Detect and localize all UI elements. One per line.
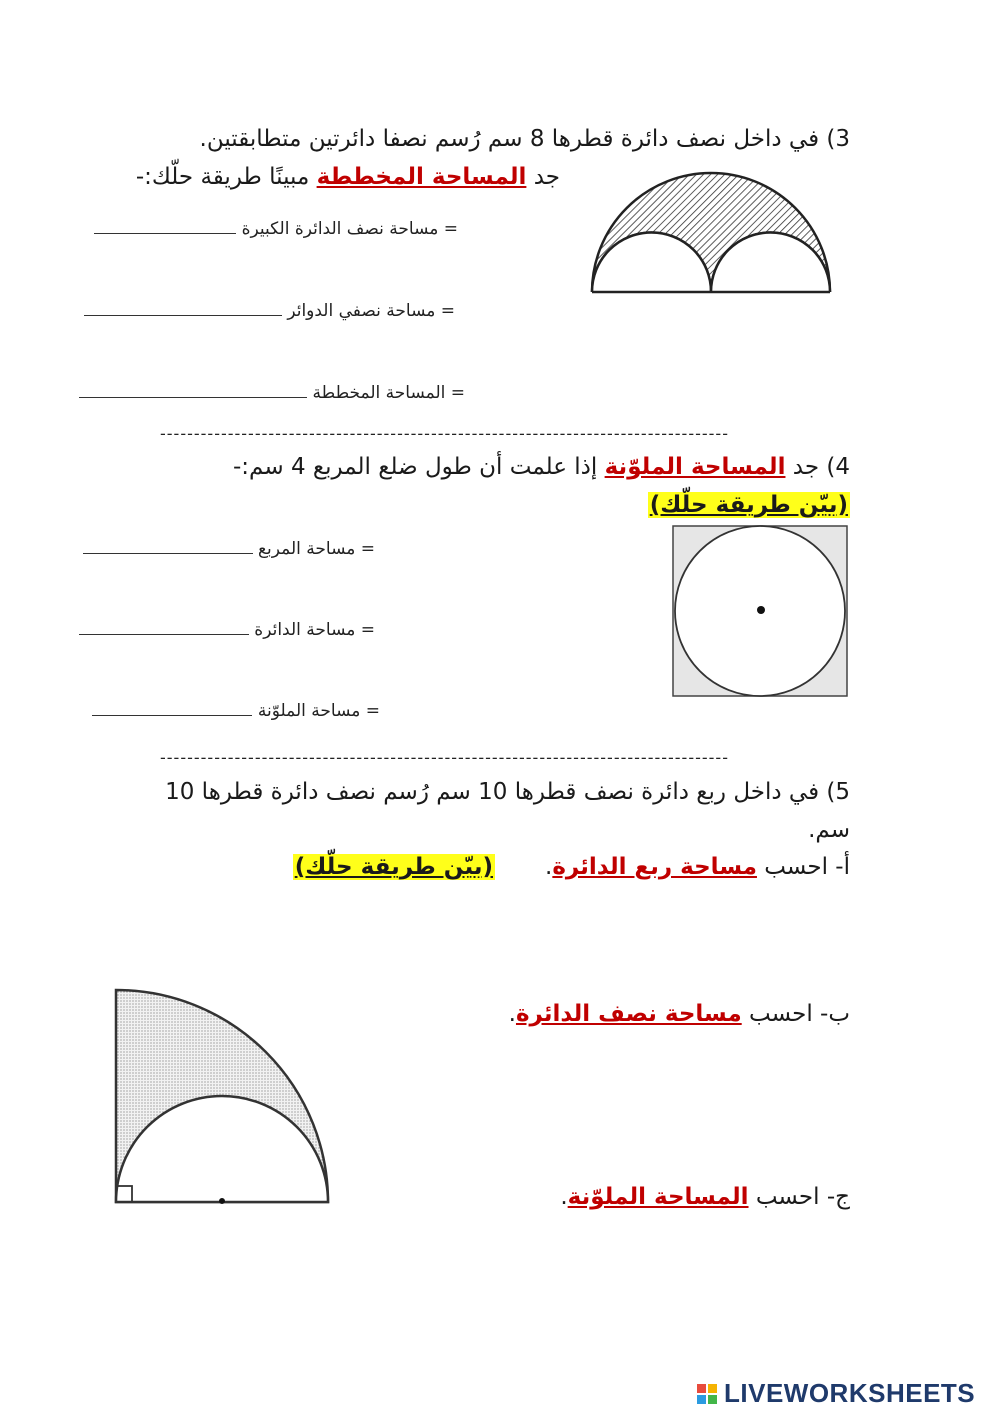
q3-instruction-suffix: مبينًا طريقة حلّك:- [135, 164, 317, 190]
q4-center-dot [757, 606, 765, 614]
q3-highlight-hatched-area: المساحة المخططة [316, 164, 527, 190]
q3-field-large-semicircle[interactable] [94, 215, 458, 241]
q5-b-suffix: . [508, 1001, 516, 1027]
q4-field-label: = مساحة المربع [257, 539, 375, 559]
q4-answer-blank-1[interactable] [83, 535, 253, 554]
q4-answer-blank-3[interactable] [92, 697, 252, 716]
q5-a-show-solution [293, 850, 495, 884]
q3-semicircle-figure [585, 165, 840, 300]
q3-field-two-semicircles[interactable] [84, 297, 455, 323]
q4-field-circle-area[interactable] [79, 616, 375, 642]
q4-statement-suffix: إذا علمت أن طول ضلع المربع 4 سم:- [233, 454, 605, 480]
q4-highlight-colored-area: المساحة الملوّنة [604, 454, 786, 480]
q5-part-a [545, 850, 850, 884]
q4-statement-prefix: 4) جد [785, 454, 850, 480]
q5-part-b [509, 997, 850, 1031]
q4-answer-blank-2[interactable] [79, 616, 249, 635]
q4-field-colored-area[interactable] [92, 697, 380, 723]
q5-a-prefix: أ- احسب [756, 854, 850, 880]
q5-center-dot [219, 1198, 225, 1204]
q3-instruction [136, 160, 560, 194]
q3-statement: 3) في داخل نصف دائرة قطرها 8 سم رُسم نصفا دائرتين متطابقتين. [199, 126, 850, 152]
q3-field-label: = المساحة المخططة [312, 383, 465, 403]
q4-field-square-area[interactable] [83, 535, 375, 561]
q5-a-highlight: مساحة ربع الدائرة [552, 854, 757, 880]
q5-a-show-solution-highlight: (بيّن طريقة حلّك) [294, 854, 493, 880]
q5-statement-cont: سم. [808, 817, 850, 843]
q4-square-circle-figure [672, 525, 850, 700]
q4-show-solution [648, 488, 850, 522]
q5-c-suffix: . [560, 1184, 568, 1210]
brand-name: LIVEWORKSHEETS [724, 1378, 976, 1408]
q5-part-c [560, 1180, 850, 1214]
logo-mark-icon [696, 1383, 720, 1405]
q3-field-hatched-area[interactable] [79, 379, 465, 405]
q3-answer-blank-1[interactable] [94, 215, 236, 234]
q4-field-label: = مساحة الملوّنة [257, 701, 380, 721]
liveworksheets-logo[interactable] [696, 1378, 975, 1409]
q4-show-solution-highlight: (بيّن طريقة حلّك) [649, 492, 848, 518]
q5-c-highlight: المساحة الملوّنة [567, 1184, 749, 1210]
q4-statement [233, 450, 850, 484]
q5-quarter-circle-figure [108, 982, 338, 1212]
q5-b-prefix: ب- احسب [741, 1001, 850, 1027]
q3-answer-blank-3[interactable] [79, 379, 307, 398]
q3-instruction-prefix: جد [526, 164, 560, 190]
q5-a-suffix: . [545, 854, 553, 880]
q3-field-label: = مساحة نصفي الدوائر [287, 301, 455, 321]
q3-answer-blank-2[interactable] [84, 297, 282, 316]
divider-2: ------------------------------------------------------------------------------------ [160, 748, 729, 767]
q5-c-prefix: ج- احسب [748, 1184, 850, 1210]
q3-field-label: = مساحة نصف الدائرة الكبيرة [241, 219, 458, 239]
q5-statement: 5) في داخل ربع دائرة نصف قطرها 10 سم رُسم نصف دائرة قطرها 10 [165, 779, 850, 805]
divider-1: ------------------------------------------------------------------------------------ [160, 424, 729, 443]
q4-field-label: = مساحة الدائرة [254, 620, 375, 640]
q5-b-highlight: مساحة نصف الدائرة [515, 1001, 742, 1027]
